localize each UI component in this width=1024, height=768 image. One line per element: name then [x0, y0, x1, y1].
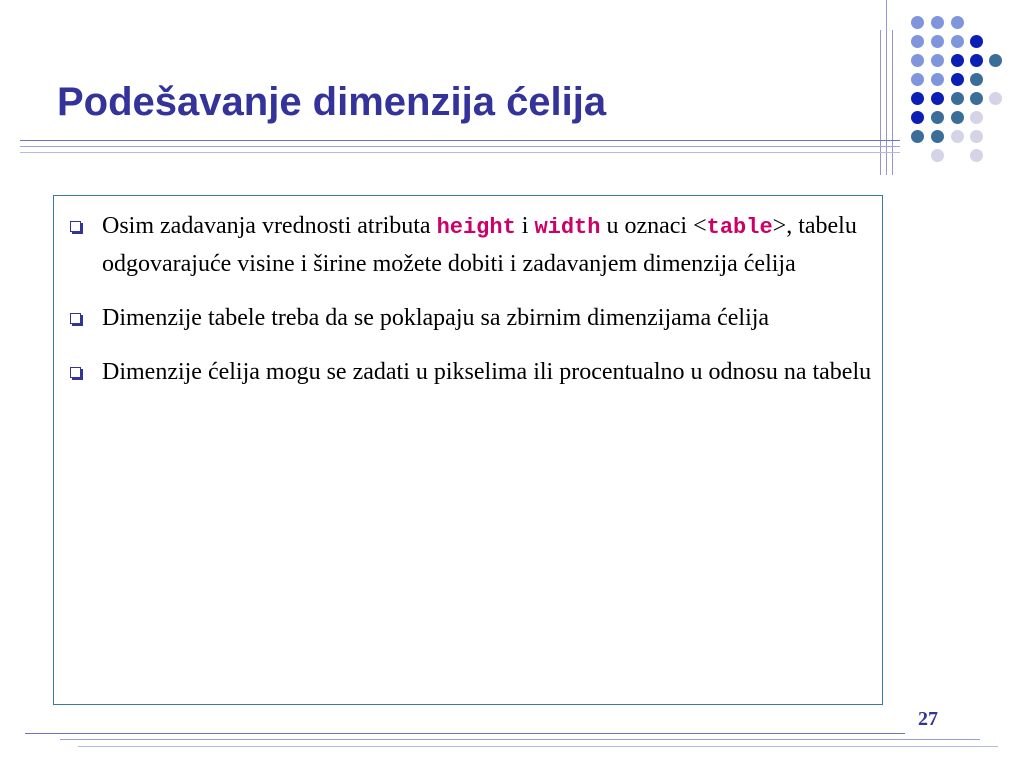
dot — [951, 92, 964, 105]
bullet-item — [66, 208, 876, 282]
title-underline — [20, 146, 900, 147]
dot — [911, 54, 924, 67]
dot — [989, 54, 1002, 67]
dot — [911, 92, 924, 105]
slide-title: Podešavanje dimenzija ćelija — [57, 80, 607, 124]
dot — [970, 130, 983, 143]
dot — [931, 111, 944, 124]
dot — [931, 130, 944, 143]
dot — [931, 73, 944, 86]
dot — [911, 73, 924, 86]
dot — [911, 16, 924, 29]
footer-line — [25, 733, 905, 734]
dot — [911, 111, 924, 124]
checkbox-bullet-icon — [70, 367, 81, 378]
dot — [970, 73, 983, 86]
dot — [931, 54, 944, 67]
dot — [951, 111, 964, 124]
dot — [970, 111, 983, 124]
bullet-text: Osim zadavanja vrednosti atributa — [102, 213, 437, 239]
bullet-item — [66, 354, 876, 390]
dot — [911, 35, 924, 48]
code-keyword: height — [436, 215, 516, 240]
dot — [931, 35, 944, 48]
bullet-item — [66, 300, 876, 336]
bullet-text: Dimenzije ćelija mogu se zadati u pikselima ili procentualno u odnosu na tabelu — [102, 359, 872, 385]
bullet-text: >, tabelu odgovarajuće visine i širine možete dobiti i zadavanjem dimenzija ćelija — [102, 213, 857, 277]
dot — [931, 16, 944, 29]
dot — [970, 35, 983, 48]
dot — [970, 54, 983, 67]
content-box — [53, 195, 883, 705]
dot — [951, 16, 964, 29]
bullet-text: i — [515, 213, 535, 239]
dot — [951, 54, 964, 67]
dot — [911, 130, 924, 143]
footer-line — [60, 739, 980, 740]
dot — [951, 73, 964, 86]
dot — [970, 92, 983, 105]
dot — [989, 92, 1002, 105]
code-keyword: table — [706, 215, 773, 240]
code-keyword: width — [534, 215, 601, 240]
bullet-text: u oznaci < — [600, 213, 707, 239]
title-underline — [20, 152, 900, 153]
checkbox-bullet-icon — [70, 221, 81, 232]
decorative-vertical-line — [880, 30, 881, 175]
dot — [970, 149, 983, 162]
dot — [951, 35, 964, 48]
dot — [931, 149, 944, 162]
decorative-vertical-line — [886, 0, 887, 175]
title-underline — [20, 140, 900, 141]
checkbox-bullet-icon — [70, 313, 81, 324]
bullet-list — [66, 208, 876, 408]
dot — [931, 92, 944, 105]
bullet-text: Dimenzije tabele treba da se poklapaju sa zbirnim dimenzijama ćelija — [102, 305, 770, 331]
footer-line — [78, 746, 998, 747]
slide-number: 27 — [918, 708, 938, 730]
dot — [951, 130, 964, 143]
decorative-vertical-line — [892, 30, 893, 175]
